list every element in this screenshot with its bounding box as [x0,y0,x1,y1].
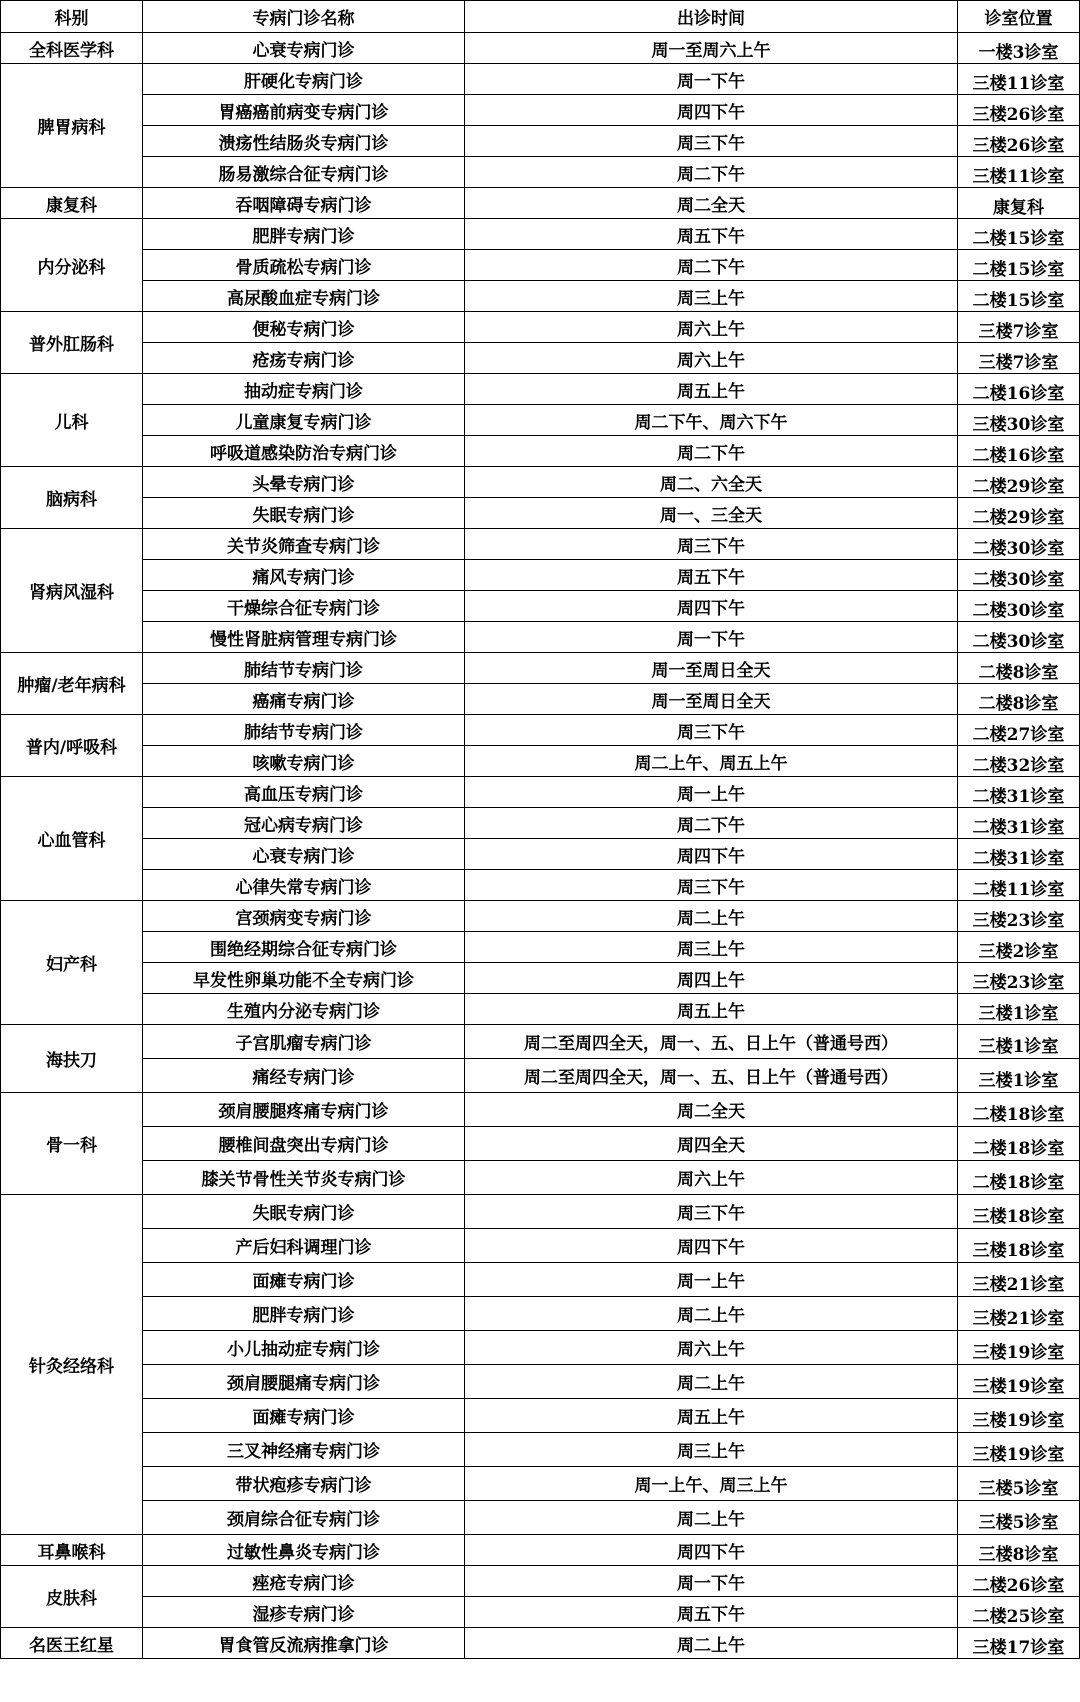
table-row [1,250,1080,281]
dept-cell: 心血管科 [1,777,143,901]
clinic-room-cell: 三楼1诊室 [958,1059,1080,1093]
clinic-name-cell: 干燥综合征专病门诊 [143,591,465,622]
table-row [1,374,1080,405]
clinic-time-cell: 周一上午 [465,1263,958,1297]
table-row [1,777,1080,808]
table-row [1,1025,1080,1059]
clinic-time-cell: 周二全天 [465,188,958,219]
clinic-room-cell: 三楼2诊室 [958,932,1080,963]
clinic-room-cell: 三楼19诊室 [958,1365,1080,1399]
clinic-time-cell: 周二上午 [465,1365,958,1399]
clinic-name-cell: 溃疡性结肠炎专病门诊 [143,126,465,157]
clinic-time-cell: 周二上午 [465,901,958,932]
clinic-name-cell: 慢性肾脏病管理专病门诊 [143,622,465,653]
clinic-name-cell: 带状疱疹专病门诊 [143,1467,465,1501]
clinic-room-cell: 三楼18诊室 [958,1195,1080,1229]
clinic-room-cell: 三楼17诊室 [958,1628,1080,1659]
table-row [1,1628,1080,1659]
table-row [1,1059,1080,1093]
clinic-time-cell: 周三下午 [465,715,958,746]
clinic-name-cell: 肺结节专病门诊 [143,653,465,684]
table-row [1,1365,1080,1399]
clinic-time-cell: 周三上午 [465,1433,958,1467]
dept-cell: 海扶刀 [1,1025,143,1093]
clinic-room-cell: 三楼26诊室 [958,126,1080,157]
clinic-time-cell: 周四全天 [465,1127,958,1161]
clinic-time-cell: 周五上午 [465,994,958,1025]
clinic-time-cell: 周四下午 [465,1229,958,1263]
clinic-room-cell: 二楼18诊室 [958,1093,1080,1127]
clinic-name-cell: 肺结节专病门诊 [143,715,465,746]
clinic-time-cell: 周二上午、周五上午 [465,746,958,777]
clinic-name-cell: 围绝经期综合征专病门诊 [143,932,465,963]
clinic-room-cell: 二楼18诊室 [958,1161,1080,1195]
clinic-room-cell: 二楼8诊室 [958,684,1080,715]
clinic-name-cell: 肥胖专病门诊 [143,219,465,250]
table-row [1,33,1080,64]
clinic-room-cell: 三楼1诊室 [958,994,1080,1025]
dept-cell: 针灸经络科 [1,1195,143,1535]
clinic-name-cell: 腰椎间盘突出专病门诊 [143,1127,465,1161]
clinic-room-cell: 二楼30诊室 [958,560,1080,591]
table-row [1,281,1080,312]
table-row [1,560,1080,591]
clinic-time-cell: 周六上午 [465,343,958,374]
clinic-time-cell: 周一至周日全天 [465,653,958,684]
table-row [1,1093,1080,1127]
clinic-time-cell: 周二、六全天 [465,467,958,498]
table-row [1,715,1080,746]
clinic-name-cell: 面瘫专病门诊 [143,1399,465,1433]
table-row [1,1433,1080,1467]
clinic-name-cell: 颈肩腰腿痛专病门诊 [143,1365,465,1399]
header-row [1,1,1080,33]
clinic-room-cell: 三楼23诊室 [958,901,1080,932]
clinic-room-cell: 三楼7诊室 [958,312,1080,343]
clinic-name-cell: 胃食管反流病推拿门诊 [143,1628,465,1659]
table-row [1,467,1080,498]
clinic-time-cell: 周二下午、周六下午 [465,405,958,436]
clinic-room-cell: 三楼26诊室 [958,95,1080,126]
table-row [1,870,1080,901]
clinic-time-cell: 周一至周六上午 [465,33,958,64]
clinic-room-cell: 三楼19诊室 [958,1433,1080,1467]
clinic-time-cell: 周一下午 [465,64,958,95]
dept-cell: 名医王红星 [1,1628,143,1659]
clinic-name-cell: 心衰专病门诊 [143,839,465,870]
table-row [1,746,1080,777]
clinic-name-cell: 痛风专病门诊 [143,560,465,591]
clinic-room-cell: 二楼15诊室 [958,219,1080,250]
clinic-name-cell: 面瘫专病门诊 [143,1263,465,1297]
clinic-name-cell: 胃癌癌前病变专病门诊 [143,95,465,126]
dept-cell: 脑病科 [1,467,143,529]
clinic-room-cell: 二楼11诊室 [958,870,1080,901]
table-row [1,1501,1080,1535]
table-row [1,312,1080,343]
clinic-time-cell: 周二上午 [465,1628,958,1659]
clinic-time-cell: 周三下午 [465,126,958,157]
clinic-name-cell: 早发性卵巢功能不全专病门诊 [143,963,465,994]
table-row [1,591,1080,622]
clinic-name-cell: 生殖内分泌专病门诊 [143,994,465,1025]
clinic-time-cell: 周五下午 [465,219,958,250]
clinic-name-cell: 心律失常专病门诊 [143,870,465,901]
clinic-time-cell: 周二下午 [465,436,958,467]
clinic-room-cell: 三楼7诊室 [958,343,1080,374]
clinic-room-cell: 二楼15诊室 [958,250,1080,281]
dept-cell: 脾胃病科 [1,64,143,188]
clinic-room-cell: 二楼30诊室 [958,591,1080,622]
clinic-time-cell: 周四下午 [465,591,958,622]
table-row [1,963,1080,994]
clinic-name-cell: 癌痛专病门诊 [143,684,465,715]
table-row [1,1195,1080,1229]
clinic-time-cell: 周一至周日全天 [465,684,958,715]
dept-cell: 内分泌科 [1,219,143,312]
clinic-time-cell: 周二至周四全天，周一、五、日上午（普通号西） [465,1059,958,1093]
clinic-name-cell: 子宫肌瘤专病门诊 [143,1025,465,1059]
dept-cell: 妇产科 [1,901,143,1025]
clinic-room-cell: 二楼32诊室 [958,746,1080,777]
table-row [1,1566,1080,1597]
clinic-name-cell: 抽动症专病门诊 [143,374,465,405]
clinic-room-cell: 三楼23诊室 [958,963,1080,994]
clinic-room-cell: 二楼29诊室 [958,467,1080,498]
clinic-room-cell: 三楼5诊室 [958,1501,1080,1535]
table-row [1,529,1080,560]
table-row [1,436,1080,467]
clinic-name-cell: 过敏性鼻炎专病门诊 [143,1535,465,1566]
table-row [1,932,1080,963]
header-dept: 科别 [1,1,143,33]
clinic-room-cell: 三楼11诊室 [958,64,1080,95]
clinic-name-cell: 儿童康复专病门诊 [143,405,465,436]
clinic-time-cell: 周一下午 [465,622,958,653]
clinic-name-cell: 宫颈病变专病门诊 [143,901,465,932]
dept-cell: 肿瘤/老年病科 [1,653,143,715]
table-row [1,994,1080,1025]
table-row [1,405,1080,436]
clinic-room-cell: 三楼1诊室 [958,1025,1080,1059]
clinic-room-cell: 二楼31诊室 [958,777,1080,808]
clinic-room-cell: 三楼18诊室 [958,1229,1080,1263]
clinic-time-cell: 周六上午 [465,1161,958,1195]
clinic-name-cell: 高血压专病门诊 [143,777,465,808]
clinic-room-cell: 康复科 [958,188,1080,219]
clinic-name-cell: 失眠专病门诊 [143,498,465,529]
table-row [1,684,1080,715]
clinic-time-cell: 周三下午 [465,529,958,560]
clinic-room-cell: 三楼19诊室 [958,1399,1080,1433]
table-row [1,1597,1080,1628]
clinic-room-cell: 二楼16诊室 [958,374,1080,405]
table-row [1,839,1080,870]
clinic-name-cell: 三叉神经痛专病门诊 [143,1433,465,1467]
clinic-name-cell: 关节炎筛查专病门诊 [143,529,465,560]
clinic-name-cell: 肠易激综合征专病门诊 [143,157,465,188]
table-row [1,1535,1080,1566]
header-room: 诊室位置 [958,1,1080,33]
clinic-time-cell: 周二下午 [465,250,958,281]
table-row [1,126,1080,157]
dept-cell: 儿科 [1,374,143,467]
clinic-name-cell: 痤疮专病门诊 [143,1566,465,1597]
clinic-time-cell: 周四上午 [465,963,958,994]
clinic-time-cell: 周二下午 [465,808,958,839]
clinic-room-cell: 二楼30诊室 [958,529,1080,560]
table-row [1,1297,1080,1331]
table-row [1,808,1080,839]
clinic-room-cell: 二楼29诊室 [958,498,1080,529]
table-row [1,498,1080,529]
table-row [1,1127,1080,1161]
clinic-room-cell: 二楼27诊室 [958,715,1080,746]
clinic-room-cell: 三楼19诊室 [958,1331,1080,1365]
clinic-room-cell: 三楼5诊室 [958,1467,1080,1501]
clinic-time-cell: 周一下午 [465,1566,958,1597]
dept-cell: 骨一科 [1,1093,143,1195]
clinic-time-cell: 周二上午 [465,1297,958,1331]
clinic-name-cell: 小儿抽动症专病门诊 [143,1331,465,1365]
clinic-name-cell: 骨质疏松专病门诊 [143,250,465,281]
table-row [1,64,1080,95]
dept-cell: 肾病风湿科 [1,529,143,653]
table-row [1,653,1080,684]
clinic-name-cell: 咳嗽专病门诊 [143,746,465,777]
clinic-time-cell: 周五上午 [465,374,958,405]
clinic-name-cell: 湿疹专病门诊 [143,1597,465,1628]
clinic-room-cell: 二楼30诊室 [958,622,1080,653]
dept-cell: 皮肤科 [1,1566,143,1628]
clinic-name-cell: 肝硬化专病门诊 [143,64,465,95]
clinic-name-cell: 疮疡专病门诊 [143,343,465,374]
table-row [1,622,1080,653]
clinic-room-cell: 三楼21诊室 [958,1263,1080,1297]
clinic-name-cell: 高尿酸血症专病门诊 [143,281,465,312]
table-row [1,1229,1080,1263]
header-clinic-name: 专病门诊名称 [143,1,465,33]
table-row [1,157,1080,188]
dept-cell: 普内/呼吸科 [1,715,143,777]
clinic-name-cell: 呼吸道感染防治专病门诊 [143,436,465,467]
table-row [1,1399,1080,1433]
clinic-room-cell: 三楼30诊室 [958,405,1080,436]
clinic-name-cell: 颈肩综合征专病门诊 [143,1501,465,1535]
clinic-name-cell: 肥胖专病门诊 [143,1297,465,1331]
clinic-time-cell: 周五下午 [465,560,958,591]
table-row [1,901,1080,932]
clinic-time-cell: 周四下午 [465,839,958,870]
table-body [1,33,1080,1659]
clinic-time-cell: 周三下午 [465,870,958,901]
dept-cell: 全科医学科 [1,33,143,64]
clinic-time-cell: 周一上午 [465,777,958,808]
table-row [1,95,1080,126]
table-row [1,343,1080,374]
clinic-time-cell: 周三上午 [465,932,958,963]
clinic-room-cell: 二楼25诊室 [958,1597,1080,1628]
clinic-name-cell: 颈肩腰腿疼痛专病门诊 [143,1093,465,1127]
header-time: 出诊时间 [465,1,958,33]
dept-cell: 普外肛肠科 [1,312,143,374]
clinic-name-cell: 冠心病专病门诊 [143,808,465,839]
clinic-room-cell: 三楼8诊室 [958,1535,1080,1566]
clinic-room-cell: 一楼3诊室 [958,33,1080,64]
clinic-time-cell: 周三上午 [465,281,958,312]
clinic-time-cell: 周六上午 [465,312,958,343]
clinic-time-cell: 周一上午、周三上午 [465,1467,958,1501]
dept-cell: 康复科 [1,188,143,219]
clinic-time-cell: 周四下午 [465,95,958,126]
clinic-time-cell: 周二全天 [465,1093,958,1127]
table-row [1,1263,1080,1297]
clinic-time-cell: 周五下午 [465,1597,958,1628]
clinic-room-cell: 二楼31诊室 [958,839,1080,870]
clinic-room-cell: 二楼18诊室 [958,1127,1080,1161]
table-row [1,1467,1080,1501]
table-row [1,219,1080,250]
clinic-room-cell: 二楼15诊室 [958,281,1080,312]
clinic-room-cell: 二楼8诊室 [958,653,1080,684]
clinic-name-cell: 便秘专病门诊 [143,312,465,343]
clinic-room-cell: 三楼21诊室 [958,1297,1080,1331]
clinic-name-cell: 产后妇科调理门诊 [143,1229,465,1263]
clinic-time-cell: 周四下午 [465,1535,958,1566]
clinic-name-cell: 心衰专病门诊 [143,33,465,64]
clinic-time-cell: 周二上午 [465,1501,958,1535]
clinic-name-cell: 头晕专病门诊 [143,467,465,498]
dept-cell: 耳鼻喉科 [1,1535,143,1566]
table-row [1,1331,1080,1365]
clinic-room-cell: 二楼16诊室 [958,436,1080,467]
clinic-room-cell: 二楼31诊室 [958,808,1080,839]
clinic-name-cell: 吞咽障碍专病门诊 [143,188,465,219]
clinic-time-cell: 周五上午 [465,1399,958,1433]
clinic-time-cell: 周二至周四全天，周一、五、日上午（普通号西） [465,1025,958,1059]
table-row [1,1161,1080,1195]
clinic-name-cell: 膝关节骨性关节炎专病门诊 [143,1161,465,1195]
clinic-time-cell: 周二下午 [465,157,958,188]
table-row [1,188,1080,219]
clinic-room-cell: 二楼26诊室 [958,1566,1080,1597]
clinic-room-cell: 三楼11诊室 [958,157,1080,188]
clinic-name-cell: 失眠专病门诊 [143,1195,465,1229]
clinic-name-cell: 痛经专病门诊 [143,1059,465,1093]
clinic-time-cell: 周六上午 [465,1331,958,1365]
clinic-time-cell: 周三下午 [465,1195,958,1229]
clinic-time-cell: 周一、三全天 [465,498,958,529]
